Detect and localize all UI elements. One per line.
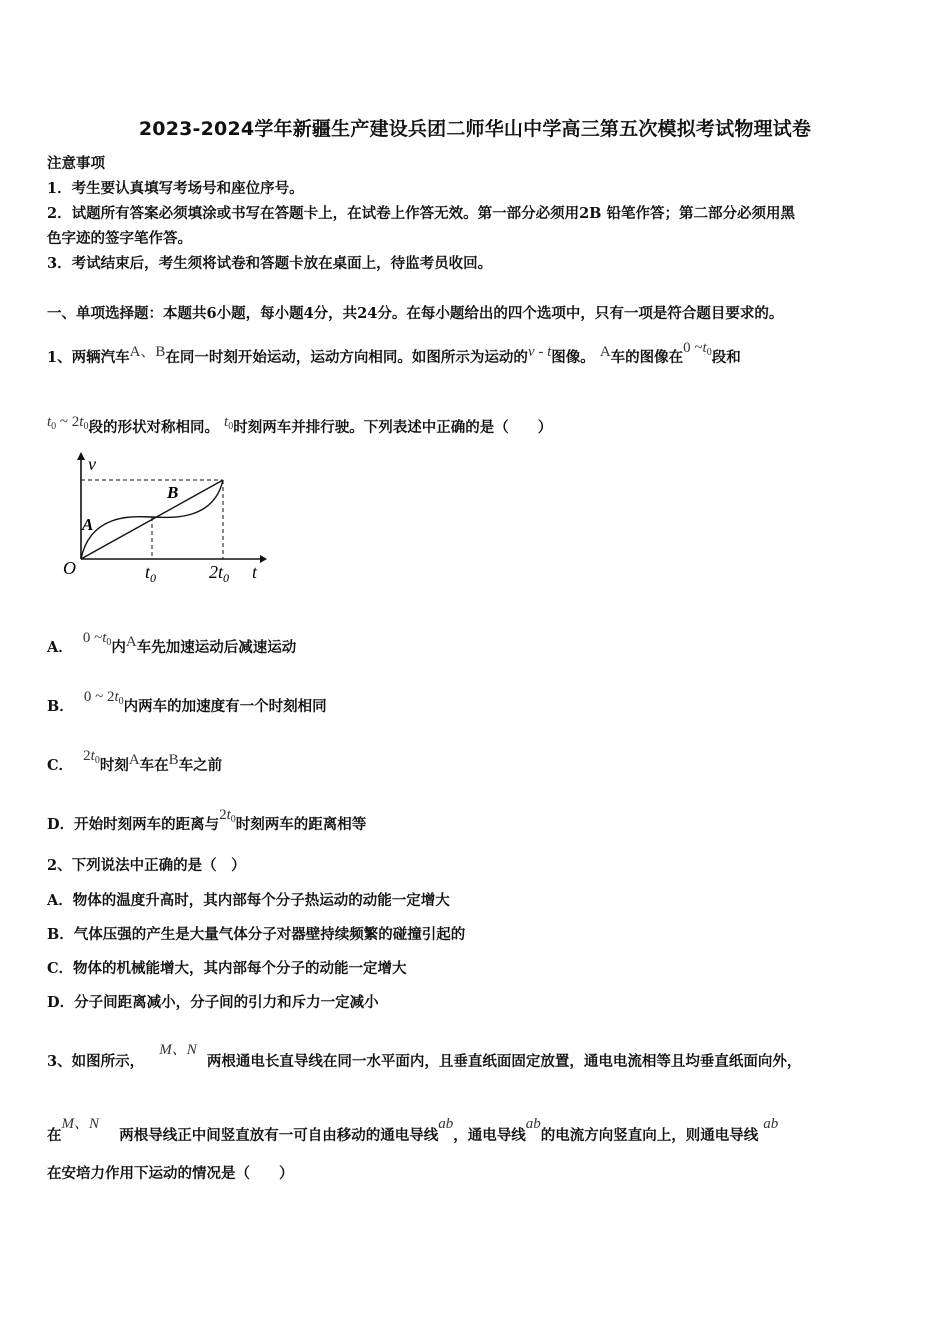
q3-math-ab: ab [525,1116,541,1132]
q3-text: 3、如图所示， [47,1053,145,1070]
q2-option-D: D．分子间距离减小，分子间的引力和斥力一定减小 [47,994,379,1011]
q1-math-AB: A、B [129,344,166,360]
notice-heading: 注意事项 [47,155,105,172]
option-math: B [168,752,179,768]
q3-text: 两根导线正中间竖直放有一可自由移动的通电导线 [119,1127,439,1144]
math-t: t [47,414,52,430]
q1-text: 段和 [711,349,741,366]
option-text: 时刻 [99,757,129,774]
origin-label: O [63,558,76,578]
tick-label [209,562,229,585]
q3-text: 的电流方向竖直向上，则通电导线 [540,1127,759,1144]
curve-A-label: A [82,515,94,534]
q1-text: 段的形状对称相同。 [88,419,219,436]
tick-label [145,562,156,585]
math-2: 2 [219,807,227,823]
math-2: 2 [83,748,91,764]
q3-stem-line2 [47,1112,778,1145]
math-sub: 0 [106,637,112,648]
q1-math-vt: v - t [527,344,552,360]
option-text: 车之前 [178,757,223,774]
q3-text: 两根通电长直导线在同一水平面内，且垂直纸面固定放置，通电电流相等且均垂直纸面向外， [206,1053,802,1070]
notice-item: 1．考生要认真填写考场号和座位序号。 [47,180,304,197]
v-axis-arrow-icon [77,452,85,460]
tick-sub: 0 [150,571,157,585]
q1-option-C [47,748,222,775]
math-t: t [702,340,707,356]
q3-text: ，通电导线 [453,1127,526,1144]
q1-stem-line2 [47,414,552,437]
q3-math-ab: ab [763,1116,779,1132]
q1-text: 车的图像在 [610,349,684,366]
option-text: 车先加速运动后减速运动 [136,639,297,656]
q3-math-ab: ab [438,1116,454,1132]
math-t: t [79,414,84,430]
tick-t: t [145,562,151,582]
option-math [219,807,236,823]
option-label: C． [47,757,74,774]
q1-stem-line1 [47,340,741,367]
math-sub: 0 [706,347,712,358]
math-t: t [90,748,95,764]
q1-text: 在同一时刻开始运动，运动方向相同。如图所示为运动的 [165,349,528,366]
page-title: 2023-2024学年新疆生产建设兵团二师华山中学高三第五次模拟考试物理试卷 [138,118,812,140]
math-sub: 0 [83,421,89,432]
tick-sub: 0 [223,571,230,585]
q2-option-A: A．物体的温度升高时，其内部每个分子热运动的动能一定增大 [47,892,450,909]
option-math [84,689,124,705]
section-heading: 一、单项选择题：本题共6小题，每小题4分，共24分。在每小题给出的四个选项中，只有一项是符合题目要求的。 [47,305,784,322]
q1-math-range2 [47,414,88,430]
option-text: 内两车的加速度有一个时刻相同 [123,698,327,715]
math-text: 0 ~ [683,340,703,356]
q2-option-C: C．物体的机械能增大，其内部每个分子的动能一定增大 [47,960,407,977]
math-t: t [102,630,107,646]
option-text: 时刻两车的距离相等 [235,816,367,833]
math-2: 2 [107,689,115,705]
q3-text: 在 [47,1127,62,1144]
math-sub: 0 [94,755,100,766]
q1-option-A [47,630,296,657]
q1-vt-graph [55,448,280,588]
q1-math-range1 [683,340,712,356]
q3-math-MN: M、N [61,1116,100,1132]
q1-text: 1、两辆汽车 [47,349,130,366]
option-label: A． [47,639,73,656]
q1-math-A: A [599,344,611,360]
tick-2t: 2t [209,562,224,582]
notice-item: 色字迹的签字笔作答。 [47,230,192,247]
option-math: A [128,752,140,768]
v-label: v [88,454,96,474]
option-math [83,630,112,646]
notice-item: 2．试题所有答案必须填涂或书写在答题卡上，在试卷上作答无效。第一部分必须用2B 铅笔作答；第二部分必须用黑 [47,205,795,222]
q3-math-MN: M、N [159,1042,197,1058]
q1-text: 图像。 [551,349,595,366]
q2-option-B: B．气体压强的产生是大量气体分子对器壁持续频繁的碰撞引起的 [47,926,466,943]
math-text: ~ 2 [59,414,80,430]
option-text: 车在 [139,757,169,774]
math-t: t [226,807,231,823]
option-text: D．开始时刻两车的距离与 [47,816,220,833]
option-math: A [125,634,137,650]
q3-stem-line3: 在安培力作用下运动的情况是（ ） [47,1165,294,1182]
math-t: t [114,689,119,705]
math-t: t [224,414,229,430]
q1-math-t0 [224,414,233,430]
math-text: 0 ~ [83,689,104,705]
option-label: B． [47,698,74,715]
math-text: 0 ~ [82,630,103,646]
option-text: 内 [111,639,126,656]
t-axis-arrow-icon [260,555,267,563]
q1-text: 时刻两车并排行驶。下列表述中正确的是（ ） [233,419,553,436]
math-sub: 0 [51,421,57,432]
notice-item: 3．考试结束后，考生须将试卷和答题卡放在桌面上，待监考员收回。 [47,255,493,272]
t-label: t [252,562,258,582]
math-sub: 0 [118,696,124,707]
math-sub: 0 [228,421,234,432]
curve-B-label: B [167,483,179,502]
q3-stem-line1 [47,1038,801,1071]
q1-option-D [47,807,366,834]
option-math [83,748,100,764]
q1-option-B [47,689,327,716]
q2-stem: 2、下列说法中正确的是（ ） [47,857,246,874]
math-sub: 0 [230,814,236,825]
